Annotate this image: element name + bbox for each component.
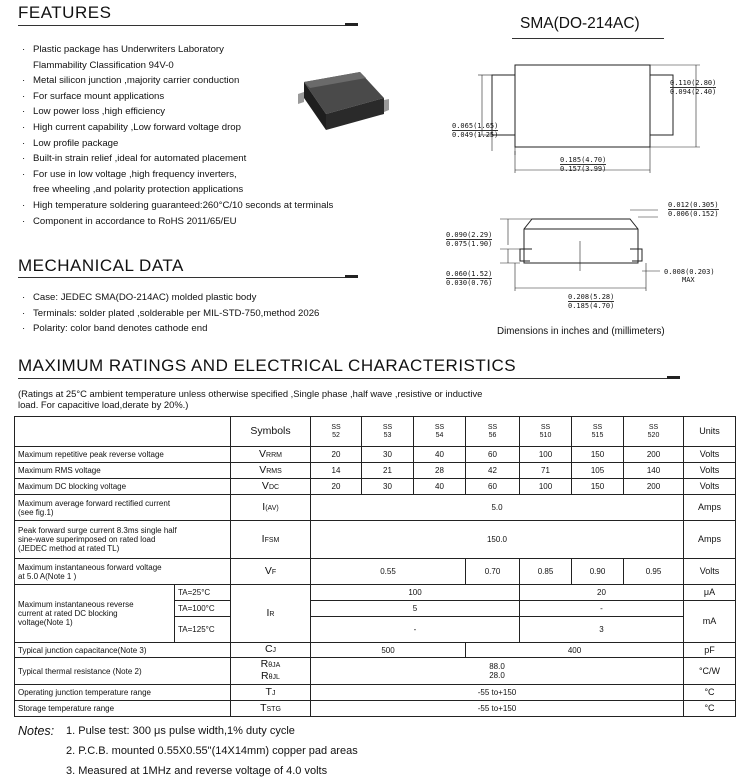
table-row: Maximum instantaneous forward voltage at 5.0 A(Note 1 ) VF 0.55 0.70 0.85 0.90 0.95 Volts (15, 559, 736, 585)
table-row: Maximum RMS voltage VRMS 14 21 28 42 71 105 140 Volts (15, 463, 736, 479)
ratings-table (14, 416, 736, 717)
dim-lead-thickness: 0.012(0.305) 0.006(0.152) (668, 201, 719, 218)
header-series-ss54: SS 54 (414, 417, 466, 447)
table-row: TA=125°C - 3 (15, 617, 736, 643)
table-row: Storage temperature range TSTG -55 to+150 °C (15, 701, 736, 717)
table-row: Maximum DC blocking voltage VDC 20 30 40 60 100 150 200 Volts (15, 479, 736, 495)
mechanical-item: · Polarity: color band denotes cathode end (22, 323, 208, 335)
header-series-ss52: SS 52 (311, 417, 362, 447)
mechanical-list (22, 290, 319, 337)
package-photo (296, 68, 390, 138)
mechanical-rule-tab (345, 275, 358, 278)
feature-item: · High temperature soldering guaranteed:260°C/10 seconds at terminals (22, 199, 334, 211)
feature-item: · For use in low voltage ,high frequency inverters, (22, 168, 237, 180)
header-series-ss510: SS 510 (520, 417, 572, 447)
table-row: Maximum repetitive peak reverse voltage VRRM 20 30 40 60 100 150 200 Volts (15, 447, 736, 463)
header-series-ss53: SS 53 (362, 417, 414, 447)
ratings-title: MAXIMUM RATINGS AND ELECTRICAL CHARACTERISTICS (18, 356, 517, 375)
mechanical-item: · Terminals: solder plated ,solderable per MIL-STD-750,method 2026 (22, 307, 320, 319)
note-2: 2. P.C.B. mounted 0.55X0.55"(14X14mm) copper pad areas (66, 745, 358, 757)
note-3: 3. Measured at 1MHz and reverse voltage of 4.0 volts (66, 765, 328, 777)
header-series-ss56: SS 56 (466, 417, 520, 447)
feature-item: free wheeling ,and polarity protection applications (33, 184, 244, 196)
mechanical-item: · Case: JEDEC SMA(DO-214AC) molded plastic body (22, 292, 257, 303)
dimensions-caption: Dimensions in inches and (millimeters) (497, 326, 665, 337)
dim-lead-width: 0.065(1.65) 0.049(1.25) (452, 122, 499, 139)
table-row: Typical thermal resistance (Note 2) RθJA RθJL 88.0 28.0 °C/W (15, 658, 736, 685)
dim-lead-length: 0.060(1.52) 0.030(0.76) (446, 270, 493, 287)
dim-overall-length: 0.208(5.28) 0.185(4.70) (568, 293, 615, 310)
header-symbols: Symbols (231, 417, 311, 447)
ratings-rule (18, 378, 680, 379)
features-title: FEATURES (18, 3, 112, 22)
table-header-row (15, 417, 736, 447)
table-row: Maximum instantaneous reverse current at rated DC blocking voltage(Note 1) TA=25°C IR 100 20 μA (15, 585, 736, 601)
table-row: TA=100°C 5 - mA (15, 601, 736, 617)
feature-item: · High current capability ,Low forward voltage drop (22, 121, 241, 133)
package-name: SMA(DO-214AC) (520, 15, 640, 32)
mechanical-rule (18, 277, 358, 278)
note-1: 1. Pulse test: 300 μs pulse width,1% duty cycle (66, 725, 295, 737)
feature-item: · Low profile package (22, 137, 119, 149)
dim-height: 0.110(2.80) 0.094(2.40) (670, 79, 717, 96)
feature-item: · Built-in strain relief ,ideal for automated placement (22, 153, 247, 165)
dim-body-height: 0.090(2.29) 0.075(1.90) (446, 231, 493, 248)
ratings-rule-tab (667, 376, 680, 379)
header-series-ss515: SS 515 (572, 417, 624, 447)
features-rule (18, 25, 358, 26)
feature-item: · Component in accordance to RoHS 2011/65/EU (22, 215, 237, 227)
features-list (22, 42, 333, 229)
table-row: Typical junction capacitance(Note 3) CJ 500 400 pF (15, 643, 736, 658)
feature-item: · Metal silicon junction ,majority carrier conduction (22, 75, 240, 87)
notes-label: Notes: (18, 724, 55, 738)
table-row: Operating junction temperature range TJ -55 to+150 °C (15, 685, 736, 701)
header-units: Units (684, 417, 736, 447)
package-rule (512, 38, 664, 39)
header-series-ss520: SS 520 (624, 417, 684, 447)
ratings-conditions: (Ratings at 25°C ambient temperature unless otherwise specified ,Single phase ,half wave ,resistive or inductive load. For capacitive load,derate by 20%.) (18, 388, 483, 410)
table-row: Maximum average forward rectified current (see fig.1) I(AV) 5.0 Amps (15, 495, 736, 521)
features-rule-tab (345, 23, 358, 26)
feature-item: · For surface mount applications (22, 90, 165, 102)
feature-item: Flammability Classification 94V-0 (33, 59, 174, 71)
dim-standoff: 0.008(0.203) MAX (664, 268, 715, 284)
feature-item: · Low power loss ,high efficiency (22, 106, 166, 118)
mechanical-title: MECHANICAL DATA (18, 256, 184, 275)
feature-item: · Plastic package has Underwriters Laboratory (22, 44, 224, 55)
table-row: Peak forward surge current 8.3ms single half sine-wave superimposed on rated load (JEDEC method at rated TL) IFSM 150.0 Amps (15, 521, 736, 559)
dim-body-length: 0.185(4.70) 0.157(3.99) (560, 156, 607, 173)
